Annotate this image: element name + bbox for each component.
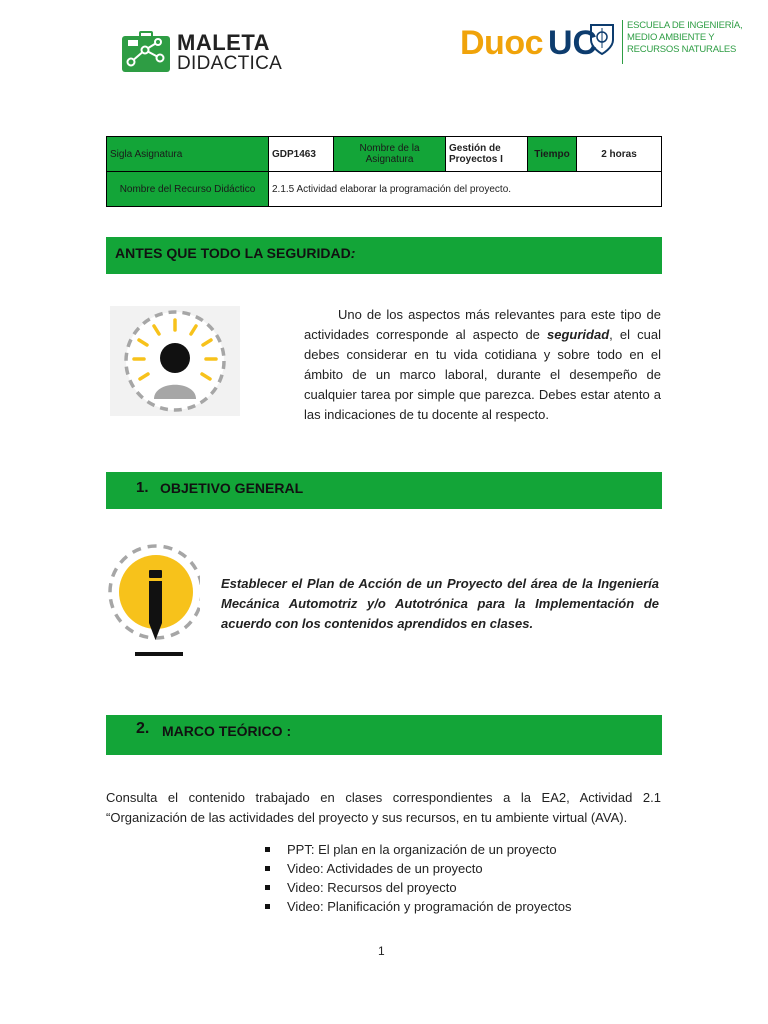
tiempo-label-cell: Tiempo bbox=[528, 137, 577, 172]
bullet-square-icon bbox=[265, 866, 270, 871]
list-item-text: Video: Actividades de un proyecto bbox=[287, 861, 483, 876]
objetivo-paragraph: Establecer el Plan de Acción de un Proyecto del área de la Ingeniería Mecánica Automotriz y/o Autotrónica para la Implementación de acuerdo con los contenidos aprendidos en clases. bbox=[221, 576, 659, 631]
list-item bbox=[262, 878, 571, 897]
section-title: OBJETIVO GENERAL bbox=[160, 480, 304, 496]
section-number: 2. bbox=[136, 720, 150, 737]
logo-text-duoc: Duoc bbox=[460, 24, 543, 62]
sigla-label-cell: Sigla Asignatura bbox=[107, 137, 269, 172]
bullet-square-icon bbox=[265, 904, 270, 909]
briefcase-icon bbox=[120, 30, 174, 78]
seguridad-text-after: , el cual debes considerar en tu vida cotidiana y sobre todo en el ámbito de un marco laboral, durante el desempeño de cualquier tarea por simple que parezca. Debes estar atento a las indicaciones de tu docente al respecto. bbox=[304, 327, 661, 422]
page-number: 1 bbox=[378, 944, 385, 958]
university-seal-icon bbox=[588, 22, 616, 56]
school-line: ESCUELA DE INGENIERÍA, bbox=[627, 20, 743, 31]
list-item bbox=[262, 859, 571, 878]
seguridad-text-before: Uno de los aspectos más relevantes para este tipo de actividades corresponde al aspecto de bbox=[304, 307, 661, 342]
list-item-text: Video: Planificación y programación de proyectos bbox=[287, 899, 572, 914]
list-item bbox=[262, 897, 571, 916]
logo-text-uc: UC bbox=[548, 24, 598, 62]
bullet-square-icon bbox=[265, 885, 270, 890]
list-item bbox=[262, 840, 571, 859]
logo-divider bbox=[622, 20, 623, 64]
recurso-label-cell: Nombre del Recurso Didáctico bbox=[107, 172, 269, 207]
section-header-marco bbox=[106, 715, 662, 755]
seguridad-paragraph bbox=[304, 305, 661, 425]
table-row bbox=[107, 172, 662, 207]
recurso-value-cell: 2.1.5 Actividad elaborar la programación del proyecto. bbox=[269, 172, 662, 207]
bullet-square-icon bbox=[265, 847, 270, 852]
section-title bbox=[115, 245, 355, 261]
list-item-text: Video: Recursos del proyecto bbox=[287, 880, 457, 895]
resource-list bbox=[262, 840, 571, 916]
nombre-asignatura-value-cell: Gestión de Proyectos I bbox=[446, 137, 528, 172]
tiempo-value-cell: 2 horas bbox=[577, 137, 662, 172]
maleta-didactica-logo bbox=[120, 30, 283, 78]
section-title: MARCO TEÓRICO : bbox=[162, 723, 292, 739]
section-title-suffix: : bbox=[350, 245, 356, 261]
course-info-table bbox=[106, 136, 662, 207]
pencil-icon bbox=[104, 540, 200, 660]
section-header-seguridad bbox=[106, 237, 662, 274]
school-line: MEDIO AMBIENTE Y bbox=[627, 32, 715, 43]
section-title-text: ANTES QUE TODO LA SEGURIDAD bbox=[115, 245, 351, 261]
seguridad-text-emphasis: seguridad bbox=[547, 327, 610, 342]
duoc-uc-logo bbox=[460, 18, 743, 68]
sigla-value-cell: GDP1463 bbox=[269, 137, 334, 172]
school-name bbox=[627, 20, 743, 56]
logo-text-didactica: DIDACTICA bbox=[177, 53, 283, 74]
logo-text-maleta: MALETA bbox=[177, 30, 271, 55]
section-number: 1. bbox=[136, 479, 149, 496]
safety-person-icon bbox=[110, 306, 240, 416]
list-item-text: PPT: El plan en la organización de un proyecto bbox=[287, 842, 557, 857]
school-line: RECURSOS NATURALES bbox=[627, 44, 737, 55]
table-row bbox=[107, 137, 662, 172]
section-header-objetivo bbox=[106, 472, 662, 509]
marco-paragraph: Consulta el contenido trabajado en clases correspondientes a la EA2, Actividad 2.1 “Organización de las actividades del proyecto y sus recursos, en tu ambiente virtual (AVA). bbox=[106, 790, 661, 825]
nombre-asignatura-label-cell: Nombre de la Asignatura bbox=[334, 137, 446, 172]
